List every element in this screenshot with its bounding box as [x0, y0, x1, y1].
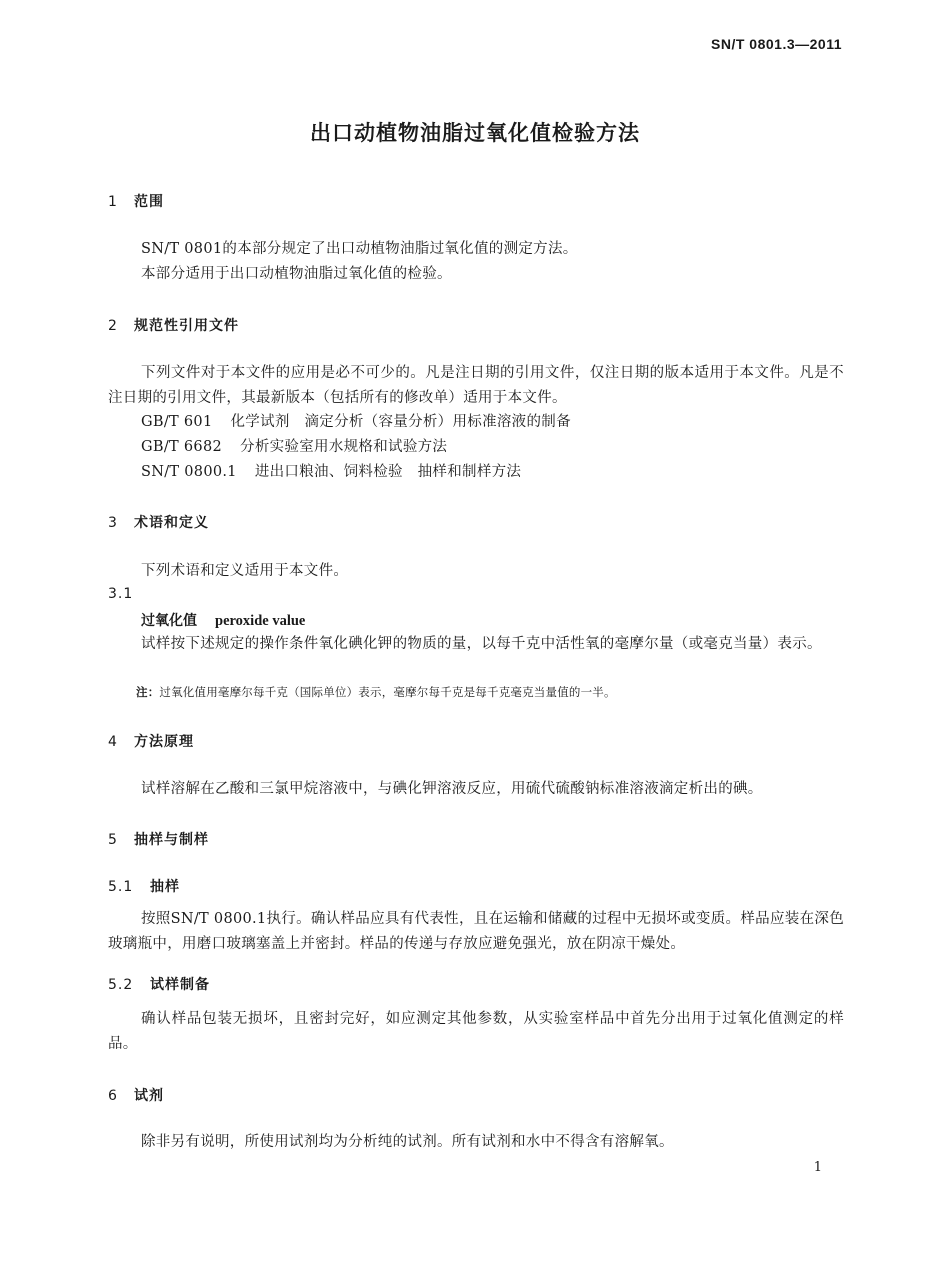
term-definition: 试样按下述规定的操作条件氧化碘化钾的物质的量，以每千克中活性氧的毫摩尔量（或毫克当量）表示。	[141, 636, 822, 652]
reference-item	[141, 410, 571, 435]
reference-item	[141, 435, 447, 460]
section-5-heading	[108, 829, 209, 849]
subsection-5-2-para: 确认样品包装无损坏，且密封完好，如应测定其他参数，从实验室样品中首先分出用于过氧化值测定的样品。	[108, 1011, 844, 1052]
section-3-heading	[108, 512, 209, 532]
subsection-3-1-number: 3.1	[108, 586, 134, 602]
section-number: 5.1	[108, 879, 134, 895]
page-number: 1	[813, 1160, 822, 1175]
term-chinese: 过氧化值	[141, 613, 197, 629]
section-4-heading	[108, 731, 194, 751]
reference-title: 化学试剂 滴定分析（容量分析）用标准溶液的制备	[230, 414, 571, 430]
note	[136, 684, 616, 700]
reference-item	[141, 460, 521, 485]
section-6-heading	[108, 1085, 164, 1105]
note-label: 注：	[136, 685, 160, 699]
section-number: 6	[108, 1088, 118, 1104]
section-1-heading	[108, 191, 164, 211]
section-title: 术语和定义	[134, 515, 209, 531]
subsection-5-1-para: 按照SN/T 0800.1执行。确认样品应具有代表性，且在运输和储藏的过程中无损坏或变质。样品应装在深色玻璃瓶中，用磨口玻璃塞盖上并密封。样品的传递与存放应避免强光，放在阴凉干燥处。	[108, 911, 844, 952]
section-title: 抽样	[150, 879, 180, 895]
section-number: 4	[108, 734, 118, 750]
reference-code: SN/T 0800.1	[141, 464, 237, 480]
reference-title: 进出口粮油、饲料检验 抽样和制样方法	[254, 464, 522, 480]
section-title: 抽样与制样	[134, 832, 209, 848]
section-number: 5	[108, 832, 118, 848]
section-1-para-2: 本部分适用于出口动植物油脂过氧化值的检验。	[141, 266, 452, 282]
document-title: 出口动植物油脂过氧化值检验方法	[310, 120, 640, 145]
reference-title: 分析实验室用水规格和试验方法	[240, 439, 448, 455]
section-6-para: 除非另有说明，所使用试剂均为分析纯的试剂。所有试剂和水中不得含有溶解氧。	[141, 1134, 674, 1150]
section-3-para: 下列术语和定义适用于本文件。	[141, 563, 349, 579]
section-title: 规范性引用文件	[134, 318, 239, 334]
reference-code: GB/T 6682	[141, 439, 223, 455]
section-1-para-1: SN/T 0801的本部分规定了出口动植物油脂过氧化值的测定方法。	[141, 241, 578, 257]
section-title: 试剂	[134, 1088, 164, 1104]
section-title: 方法原理	[134, 734, 194, 750]
term-english: peroxide value	[215, 613, 306, 629]
section-number: 3	[108, 515, 118, 531]
subsection-5-2-heading	[108, 974, 210, 994]
section-2-heading	[108, 315, 239, 335]
section-2-para: 下列文件对于本文件的应用是必不可少的。凡是注日期的引用文件，仅注日期的版本适用于本文件。凡是不注日期的引用文件，其最新版本（包括所有的修改单）适用于本文件。	[108, 365, 844, 406]
subsection-5-1-heading	[108, 876, 180, 896]
standard-number: SN/T 0801.3—2011	[711, 36, 842, 52]
reference-code: GB/T 601	[141, 414, 213, 430]
term-heading	[141, 610, 305, 630]
section-number: 1	[108, 194, 118, 210]
section-number: 5.2	[108, 977, 134, 993]
section-number: 2	[108, 318, 118, 334]
note-text: 过氧化值用毫摩尔每千克（国际单位）表示，毫摩尔每千克是每千克毫克当量值的一半。	[159, 685, 616, 699]
section-title: 范围	[134, 194, 164, 210]
section-4-para: 试样溶解在乙酸和三氯甲烷溶液中，与碘化钾溶液反应，用硫代硫酸钠标准溶液滴定析出的碘。	[141, 781, 763, 797]
section-title: 试样制备	[150, 977, 210, 993]
